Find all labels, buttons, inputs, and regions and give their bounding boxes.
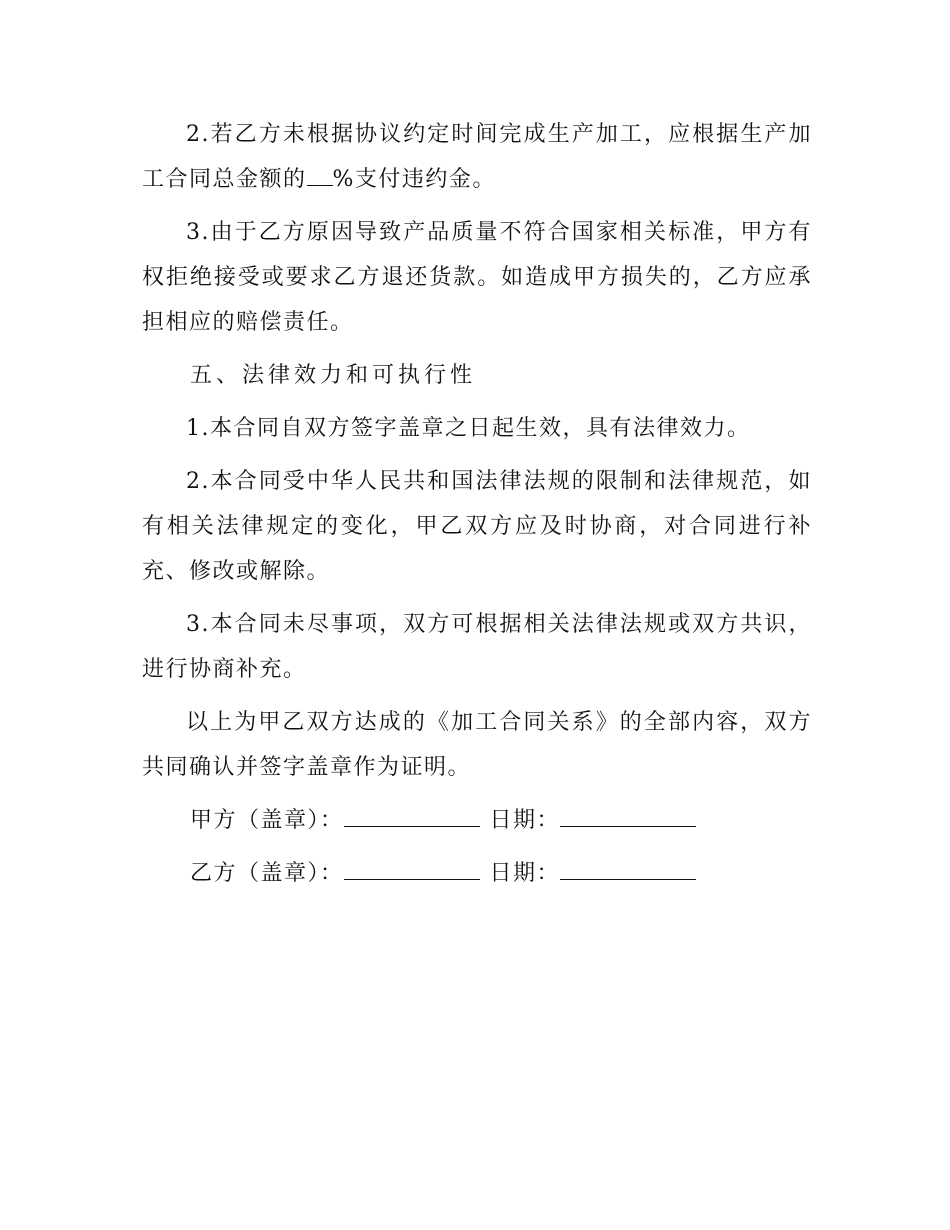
party-a-date-blank xyxy=(560,804,696,827)
clause-4-item-2-text-a: 2.若乙方未根据协议约定时间完成生产加工，应根据生产加工合同总金额的 xyxy=(142,122,812,192)
party-a-label: 甲方（盖章）： xyxy=(190,808,344,833)
party-b-label: 乙方（盖章）： xyxy=(190,861,344,886)
party-a-signature-row xyxy=(142,798,812,843)
clause-4-item-2-text-b: %支付违约金。 xyxy=(332,167,496,192)
penalty-percent-blank xyxy=(307,163,333,186)
party-b-date-blank xyxy=(560,857,696,880)
closing-statement: 以上为甲乙双方达成的《加工合同关系》的全部内容，双方共同确认并签字盖章作为证明。 xyxy=(142,710,812,780)
party-b-signature-row xyxy=(142,851,812,896)
party-b-date-label: 日期： xyxy=(489,861,561,886)
document-body xyxy=(142,112,812,904)
party-b-signature-blank xyxy=(344,857,480,880)
party-a-signature-blank xyxy=(344,804,480,827)
clause-4-item-3: 3.由于乙方原因导致产品质量不符合国家相关标准，甲方有权拒绝接受或要求乙方退还货款。如造成甲方损失的，乙方应承担相应的赔偿责任。 xyxy=(142,220,812,335)
party-a-date-label: 日期： xyxy=(489,808,561,833)
clause-4-item-2 xyxy=(142,112,812,202)
section-5-item-3: 3.本合同未尽事项，双方可根据相关法律法规或双方共识，进行协商补充。 xyxy=(142,612,812,682)
section-5-title: 五、法律效力和可执行性 xyxy=(190,363,477,388)
section-5-item-2: 2.本合同受中华人民共和国法律法规的限制和法律规范，如有相关法律规定的变化，甲乙双方应及时协商，对合同进行补充、修改或解除。 xyxy=(142,469,812,584)
section-5-item-1: 1.本合同自双方签字盖章之日起生效，具有法律效力。 xyxy=(186,416,751,441)
